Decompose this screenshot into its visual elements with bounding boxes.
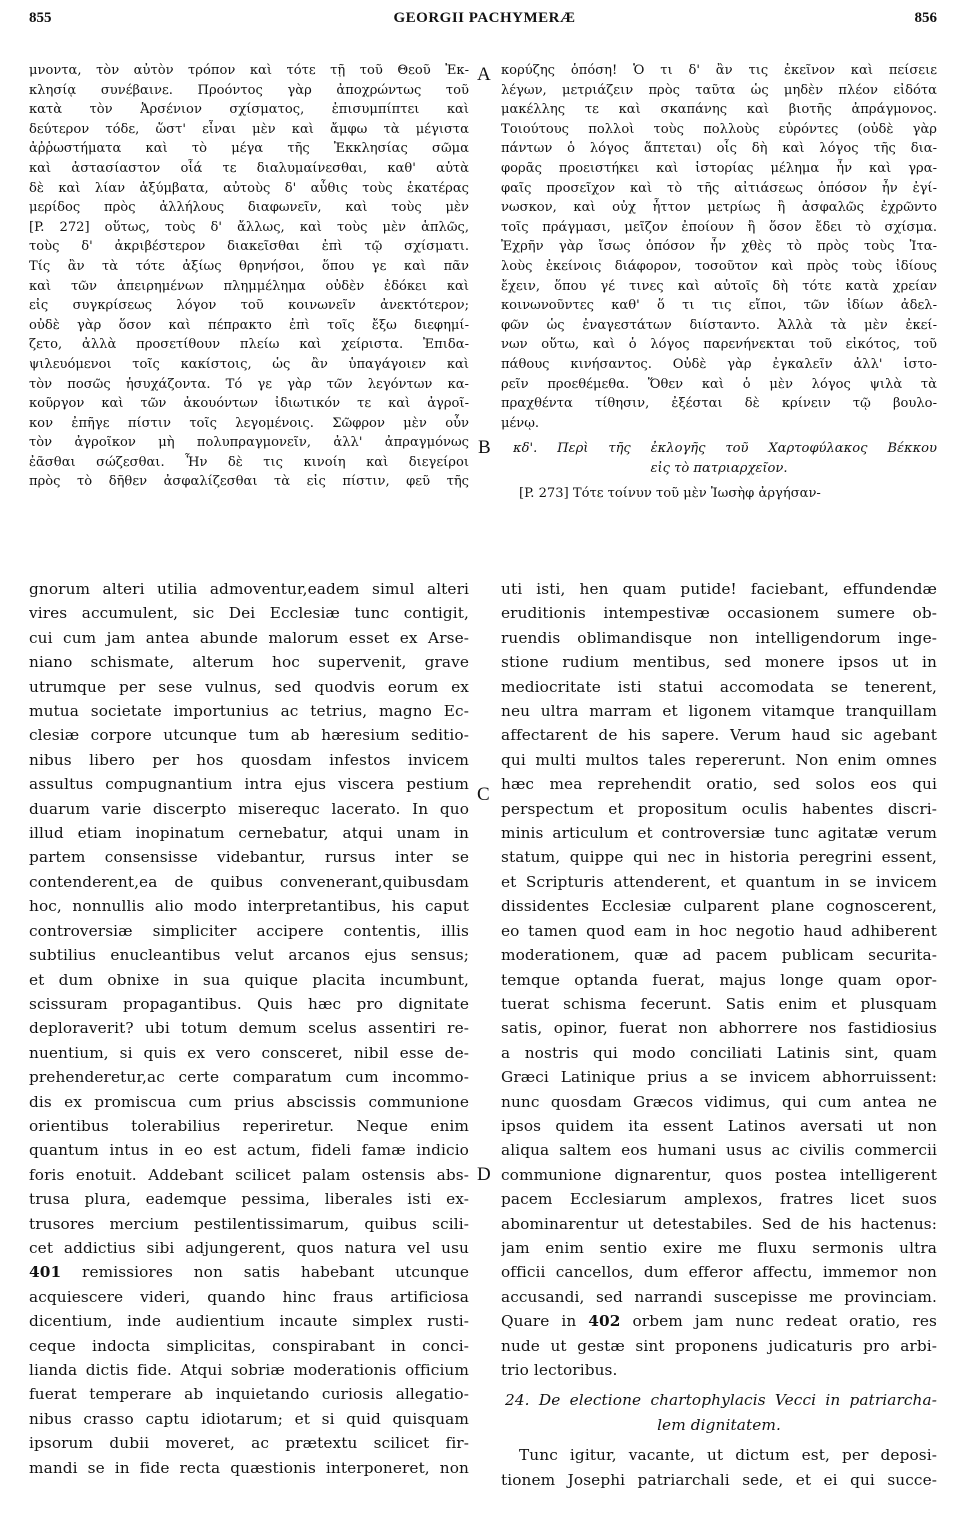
latin-heading-line: 24. De electione chartophylacis Vecci in patriarcha-: [505, 1391, 937, 1410]
text-line: niano schismate, alterum hoc supervenit, grave: [29, 653, 469, 672]
text-line: dicentium, inde audientium incaute simplex rusti-: [29, 1312, 469, 1331]
text-line: partem consensisse videbantur, rursus inter se: [29, 848, 469, 867]
text-line: τὸν ποσῶς ἡσυχάζοντα. Τό γε γὰρ τῶν λεγόντων κα-: [29, 376, 469, 392]
text-line: subtilius enucleantibus velut arcanos ejus sensus;: [29, 946, 469, 965]
text-line: καὶ τῶν ἀπειρημένων πλημμέλημα οὐδὲν ἐδόκει καὶ: [29, 278, 469, 294]
text-line: aliqua saltem eos humani usus ac civilis commercii: [501, 1141, 937, 1160]
margin-letter-c: C: [477, 784, 490, 805]
text-line: quantum intus in eo est actum, fideli famæ indicio: [29, 1141, 469, 1160]
text-line: φῶν ὡς ἐναγεστάτων διίσταντο. Ἀλλὰ τὰ μὲν ἐκεί-: [501, 317, 937, 333]
text-line: trusa plura, eademque pessima, liberales isti ex-: [29, 1190, 469, 1209]
text-line: tuerat schisma fecerunt. Satis enim et plusquam: [501, 994, 937, 1013]
text-line: νωσκον, καὶ οὐχ ἧττον μετρίως ἢ ἀσφαλῶς ἐχρῶντο: [501, 200, 937, 216]
text-line: ζετο, ἀλλὰ προσετίθουν πλείω καὶ χείριστα. Ἐπιδα-: [29, 337, 469, 353]
latin-section-heading: [501, 1388, 937, 1437]
text-line: neu ultra marram et ligonem vitamque tranquillam: [501, 702, 937, 721]
text-line: contenderent,ea de quibus convenerant,quibusdam: [29, 872, 469, 891]
text-line: accusandi, sed narrandi suscepisse me provinciam.: [501, 1287, 937, 1306]
latin-heading-line: lem dignitatem.: [657, 1415, 781, 1434]
text-line: ψιλευόμενοι τοῖς κακίστοις, ὡς ἂν ὑπαγάγοιεν καὶ: [29, 356, 469, 372]
text-line: μακέλλης τε καὶ σκαπάνης καὶ βιοτῆς ἀπράγμονος.: [501, 102, 937, 118]
text-line: ἔχειν, ὅπου γέ τινες καὶ αὐτοῖς δὴ τότε κατὰ χρείαν: [501, 278, 937, 294]
text-line: ipsorum dubii moveret, ac prætextu scilicet fir-: [29, 1434, 469, 1453]
margin-letter-a: A: [477, 64, 491, 85]
text-line: dissidentes Ecclesiæ culparent plane cognoscerent,: [501, 897, 937, 916]
text-line: nude ut gestæ sint proponens judicaturis pro arbi-: [501, 1336, 937, 1355]
text-line: acquiescere videri, quando hinc fraus artificiosa: [29, 1287, 469, 1306]
text-line: cui cum jam antea abunde malorum esset ex Arse-: [29, 628, 469, 647]
latin-column-right: [501, 577, 937, 1492]
text-line: κον ἐπῆγε πίστιν τοῖς λεγομένοις. Σῶφρον μὲν οὖν: [29, 415, 469, 431]
latin-text-line: tionem Josephi patriarchali sede, et ei qui succe-: [501, 1470, 937, 1489]
text-line: et Scripturis attenderent, et quantum in se invicem: [501, 872, 937, 891]
text-line: pacem Ecclesiarum amplexos, fratres licet suos: [501, 1190, 937, 1209]
text-line: μνοντα, τὸν αὐτὸν τρόπον καὶ τότε τῇ τοῦ Θεοῦ Ἐκ-: [29, 63, 469, 78]
text-line: abominarentur ut detestabiles. Sed de his hactenus:: [501, 1214, 937, 1233]
greek-heading-line: εἰς τὸ πατριαρχεῖον.: [650, 460, 788, 476]
folio-marker: 401: [29, 1263, 62, 1282]
text-line: jam enim sentio exire me fluxu sermonis ultra: [501, 1238, 937, 1257]
text-line: nibus libero per hos quosdam infestos invicem: [29, 750, 469, 769]
text-line: ruendis oblimandisque non intelligendorum inge-: [501, 628, 937, 647]
text-line: νων οὕτω, καὶ ὁ λόγος παρενήνεκται τοῦ εἰκότος, τοῦ: [501, 337, 937, 353]
text-line: κοῦργον καὶ τῶν ἀκουόντων ἰδιωτικόν τε καὶ ἀγροῖ-: [29, 396, 469, 412]
greek-section-heading: [501, 439, 937, 478]
text-line: μερίδος πρὸς ἀλλήλους διαφωνεῖν, καὶ τοὺς μὲν: [29, 200, 469, 216]
text-line: communione dignarentur, quos postea intelligerent: [501, 1165, 937, 1184]
text-line: ἀῤῥωστήματα καὶ τὸ μέγα τῆς Ἐκκλησίας σῶμα: [29, 141, 469, 157]
text-line: mutua societate importunius ac tetrius, magno Ec-: [29, 702, 469, 721]
running-title: GEORGII PACHYMERÆ: [393, 10, 576, 26]
text-line: κορύζης ὁπόση! Ὁ τι δ' ἂν τις ἐκεῖνον καὶ πείσειε: [501, 63, 937, 78]
text-line: clesiæ corpore utcunque tum ab hæresium seditio-: [29, 726, 469, 745]
text-line: utrumque per sese vulnus, sed quodvis eorum ex: [29, 677, 469, 696]
greek-column-left: [29, 61, 469, 492]
text-line: δεύτερον τόδε, ὥστ' εἶναι μὲν καὶ ἄμφω τὰ μέγιστα: [29, 121, 469, 137]
right-page-number: 856: [914, 10, 937, 26]
text-line: τὸν ἀγροῖκον μὴ πολυπραγμονεῖν, ἀλλ' ἀπραγμόνως: [29, 435, 469, 451]
text-line: cet addictius sibi adjungerent, quos natura vel usu: [29, 1238, 469, 1257]
text-line: moderationem, quæ ad pacem publicam securita-: [501, 946, 937, 965]
text-line: τοὺς δ' ἀκριβέστερον διακεῖσθαι ἐπὶ τῷ σχίσματι.: [29, 239, 469, 255]
text-line: πρὸς τὸ δῆθεν ἀσφαλίζεσθαι τὰ εἰς πίστιν, φεῦ τῆς: [29, 474, 469, 490]
text-line: uti isti, hen quam putide! faciebant, effundendæ: [501, 580, 937, 598]
text-line: φορᾶς προειστήκει καὶ ἱστορίας μέλημα ἦν καὶ γρα-: [501, 160, 937, 176]
text-line: εἰς συγκρίσεως λόγον τοῦ κοινωνεῖν ἀνεκτότερον;: [29, 298, 469, 314]
text-line: dis ex promiscua cum prius abscissis communione: [29, 1092, 469, 1111]
latin-column-left: [29, 577, 469, 1480]
text-line: hæc mea reprehendit oratio, sed solos eos qui: [501, 775, 937, 794]
text-line: controversiæ simpliciter accipere contentis, illis: [29, 921, 469, 940]
greek-column-right: [501, 61, 937, 504]
text-line: κλησίᾳ συνέβαινε. Προόντος γὰρ ἀποχρώντως τοῦ: [29, 82, 469, 98]
text-line: eruditionis intempestivæ occasionem sumere ob-: [501, 604, 937, 623]
text-line: lianda dictis fide. Atqui sobriæ moderationis officium: [29, 1361, 469, 1379]
text-line: a nostris qui modo conciliati Latinis sint, quam: [501, 1043, 937, 1062]
text-line: κατὰ τὸν Ἀρσένιον σχίσματος, ἐπισυμπίπτει καὶ: [29, 102, 469, 118]
greek-paragraph-start: [P. 273] Τότε τοίνυν τοῦ μὲν Ἰωσὴφ ἀργήσαν-: [519, 486, 821, 502]
text-line: mandi se in fide recta quæstionis interponeret, non: [29, 1458, 469, 1477]
text-line: statum, quippe qui nec in historia peregrini essent,: [501, 848, 937, 867]
text-line: satis, opinor, fuerat non abhorrere nos fastidiosius: [501, 1019, 937, 1038]
text-line: qui multi multos tales repererunt. Non enim omnes: [501, 750, 937, 769]
text-line: Quare in 402 orbem jam nunc redeat oratio, res: [501, 1312, 937, 1331]
text-line: nunc quosdam Græcos vidimus, qui cum antea ne: [501, 1092, 937, 1111]
text-line: ceque indocta simplicitas, conspirabant in conci-: [29, 1336, 469, 1355]
text-line: foris enotuit. Addebant scilicet palam ostensis abs-: [29, 1165, 469, 1184]
text-line: πάντων ὁ λόγος ἅπτεται) οἷς δὴ καὶ λόγος τῆς δια-: [501, 141, 937, 157]
text-line: deploraverit? ubi totum demum scelus assentiri re-: [29, 1019, 469, 1038]
text-line: Ἐχρῆν γὰρ ἴσως ὁπόσον ἦν χθὲς τὸ πρὸς τοὺς Ἰτα-: [501, 239, 937, 255]
text-line: 401 remissiores non satis habebant utcunque: [29, 1263, 469, 1282]
text-line: κοινωνοῦντες καθ' ὅ τι τις εἴποι, τῶν ἰδίων ἀδελ-: [501, 298, 937, 314]
text-line: affectarent de his sapere. Verum haud sic agebant: [501, 726, 937, 745]
greek-heading-line: κδ'. Περὶ τῆς ἐκλογῆς τοῦ Χαρτοφύλακος Βέκκου: [513, 441, 937, 457]
text-line: hoc, nonnullis alio modo interpretantibus, his caput: [29, 897, 469, 916]
margin-letter-d: D: [477, 1164, 491, 1185]
text-line: trusores mercium pestilentissimarum, quibus scili-: [29, 1214, 469, 1233]
text-line: δὲ καὶ λίαν ἀξύμβατα, αὐτοὺς δ' αὖθις τοὺς ἑκατέρας: [29, 180, 469, 196]
text-line: πάθους κινήσαντος. Οὐδὲ γὰρ ἐγκαλεῖν ἀλλ' ἱστο-: [501, 356, 937, 372]
text-line: duarum varie discerpto miserequc lacerato. In quo: [29, 799, 469, 818]
text-line: Græci Latinique prius a se invicem abhorruissent:: [501, 1068, 937, 1087]
text-line: temque optanda fuerat, majus longe quam opor-: [501, 970, 937, 989]
text-line: nuentium, si quis ex vero consceret, nibil esse de-: [29, 1043, 469, 1062]
text-line: officii cancellos, dum efferor affectu, immemor non: [501, 1263, 937, 1282]
text-line: οὐδὲ γὰρ ὅσον καὶ πέπρακτο ἐπὶ τοῖς ἔξω διεφημί-: [29, 317, 469, 333]
text-line: Τοιούτους πολλοὶ τοὺς πολλοὺς εὑρόντες (οὐδὲ γὰρ: [501, 121, 937, 137]
text-line: ipsos quidem ita essent Latinos aversati ut non: [501, 1116, 937, 1135]
folio-marker: 402: [588, 1312, 621, 1331]
text-line: gnorum alteri utilia admoventur,eadem simul alteri: [29, 580, 469, 598]
text-line: eo tamen quod eam in hoc negotio haud adhiberent: [501, 921, 937, 940]
text-line: fuerat temperare ab inquietando curiosis allegatio-: [29, 1385, 469, 1404]
text-line: nibus crasso captu idiotarum; et si quid quisquam: [29, 1409, 469, 1428]
text-line: ρεῖν προεθέμεθα. Ὅθεν καὶ ὁ μὲν λόγος ψιλὰ τὰ: [501, 376, 937, 392]
latin-paragraph-start: [501, 1443, 937, 1492]
text-line: perspectum et propositum oculis habentes discri-: [501, 799, 937, 818]
text-line: Τίς ἂν τὰ τότε ἀξίως θρηνήσοι, ὅπου γε καὶ πᾶν: [29, 258, 469, 274]
left-page-number: 855: [29, 10, 52, 26]
margin-letter-b: B: [478, 437, 491, 458]
text-line: vires accumulent, sic Dei Ecclesiæ tunc contigit,: [29, 604, 469, 623]
text-line: πραχθέντα τίθησιν, ἐξέσται δὲ κρίνειν τῷ βουλο-: [501, 396, 937, 412]
text-line: λέγων, μετριάζειν πρὸς ταῦτα ὡς μηδὲν πλέον εἰδότα: [501, 82, 937, 98]
text-line: stione rudium mentibus, sed monere ipsos ut in: [501, 653, 937, 672]
text-line: minis articulum et controversiæ tunc agitatæ verum: [501, 824, 937, 843]
text-line: μένῳ.: [501, 415, 540, 431]
text-line: orientibus tolerabilius reperiretur. Neque enim: [29, 1116, 469, 1135]
text-line: scissuram propagantibus. Quis hæc pro dignitate: [29, 994, 469, 1013]
text-line: τοῖς πράγμασι, μεῖζον ἐποίουν ἢ ὅσον ἔδει τὸ σχίσμα.: [501, 219, 937, 235]
latin-text-line: Tunc igitur, vacante, ut dictum est, per deposi-: [519, 1446, 937, 1465]
text-line: prehenderetur,ac certe comparatum cum incommo-: [29, 1068, 469, 1087]
text-line: et dum obnixe in sua quique placita incumbunt,: [29, 970, 469, 989]
text-line: φαῖς προσεῖχον καὶ τὸ τῆς αἰτιάσεως ὁπόσον ἦν ἐγί-: [501, 180, 937, 196]
text-line: trio lectoribus.: [501, 1361, 618, 1379]
text-line: assultus compugnantium intra ejus viscera pestium: [29, 775, 469, 794]
text-line: illud etiam inopinatum cernebatur, atqui unam in: [29, 824, 469, 843]
text-line: ἐᾶσθαι σώζεσθαι. Ἦν δὲ τις κινοίη καὶ διεγείροι: [29, 454, 469, 470]
text-line: καὶ ἀστασίαστον οἷά τε διαλυμαίνεσθαι, καθ' αὑτὰ: [29, 160, 469, 176]
text-line: λοὺς ἐκείνοις διάφορον, τοσοῦτον καὶ πρὸς τοὺς ἰδίους: [501, 258, 937, 274]
text-line: mediocritate isti statui accomodata se tenerent,: [501, 677, 937, 696]
page-header: [0, 10, 969, 32]
text-line: [P. 272] οὕτως, τοὺς δ' ἄλλως, καὶ τοὺς μὲν ἁπλῶς,: [29, 219, 469, 235]
